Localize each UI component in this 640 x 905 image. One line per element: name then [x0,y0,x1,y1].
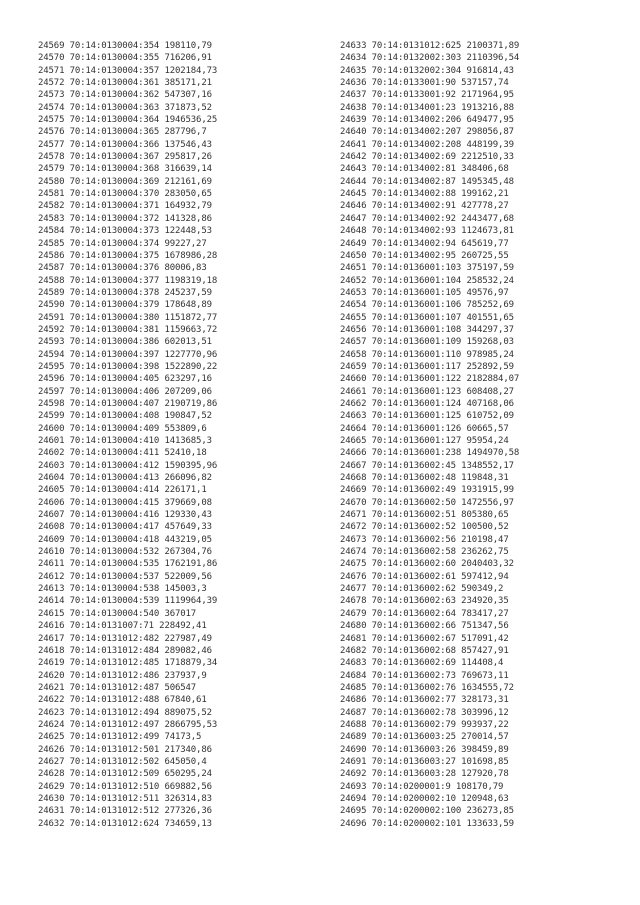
table-row: 24642 70:14:0134002:69 2212510,33 [340,152,514,163]
table-row: 24692 70:14:0136003:28 127920,78 [340,769,509,780]
table-row: 24647 70:14:0134002:92 2443477,68 [340,213,514,224]
table-row: 24688 70:14:0136002:79 993937,22 [340,719,509,730]
table-row: 24649 70:14:0134002:94 645619,77 [340,238,509,249]
table-row: 24579 70:14:0130004:368 316639,14 [38,164,212,175]
table-row: 24613 70:14:0130004:538 145003,3 [38,584,207,595]
table-row: 24598 70:14:0130004:407 2190719,86 [38,398,218,409]
table-row: 24653 70:14:0136001:105 49576,97 [340,287,509,298]
table-row: 24610 70:14:0130004:532 267304,76 [38,547,212,558]
table-row: 24665 70:14:0136001:127 95954,24 [340,436,509,446]
table-row: 24623 70:14:0131012:494 889075,52 [38,707,212,718]
table-row: 24605 70:14:0130004:414 226171,1 [38,485,207,496]
table-row: 24664 70:14:0136001:126 60665,57 [340,423,509,434]
table-row: 24655 70:14:0136001:107 401551,65 [340,312,514,323]
table-row: 24689 70:14:0136003:25 270014,57 [340,732,509,743]
table-row: 24588 70:14:0130004:377 1198319,18 [38,275,218,286]
table-row: 24589 70:14:0130004:378 245237,59 [38,287,212,298]
table-row: 24645 70:14:0134002:88 199162,21 [340,189,509,200]
table-row: 24662 70:14:0136001:124 407168,06 [340,398,514,409]
table-row: 24639 70:14:0134002:206 649477,95 [340,115,514,126]
table-row: 24603 70:14:0130004:412 1590395,96 [38,460,218,471]
table-row: 24617 70:14:0131012:482 227987,49 [38,633,212,644]
table-row: 24571 70:14:0130004:357 1202184,73 [38,65,218,76]
table-row: 24595 70:14:0130004:398 1522890,22 [38,361,218,372]
table-row: 24657 70:14:0136001:109 159268,03 [340,337,514,348]
table-row: 24612 70:14:0130004:537 522009,56 [38,571,212,582]
table-row: 24611 70:14:0130004:535 1762191,86 [38,559,218,570]
table-row: 24609 70:14:0130004:418 443219,05 [38,534,212,545]
table-row: 24673 70:14:0136002:56 210198,47 [340,534,509,545]
table-row: 24591 70:14:0130004:380 1151872,77 [38,312,218,323]
table-row: 24575 70:14:0130004:364 1946536,25 [38,115,218,126]
table-row: 24633 70:14:0131012:625 2100371,89 [340,41,520,51]
table-row: 24586 70:14:0130004:375 1678986,28 [38,250,218,261]
table-row: 24593 70:14:0130004:386 602013,51 [38,337,212,348]
table-row: 24663 70:14:0136001:125 610752,09 [340,411,514,422]
table-row: 24636 70:14:0133001:90 537157,74 [340,78,509,89]
table-row: 24627 70:14:0131012:502 645050,4 [38,756,207,767]
table-row: 24684 70:14:0136002:73 769673,11 [340,670,509,681]
table-row: 24682 70:14:0136002:68 857427,91 [340,645,509,656]
table-row: 24674 70:14:0136002:58 236262,75 [340,547,509,558]
table-row: 24676 70:14:0136002:61 597412,94 [340,571,509,582]
table-row: 24624 70:14:0131012:497 2866795,53 [38,719,218,730]
table-row: 24675 70:14:0136002:60 2040403,32 [340,559,514,570]
table-row: 24644 70:14:0134002:87 1495345,48 [340,176,514,187]
table-row: 24625 70:14:0131012:499 74173,5 [38,732,202,743]
table-row: 24581 70:14:0130004:370 283050,65 [38,189,212,200]
table-row: 24671 70:14:0136002:51 805380,65 [340,510,509,521]
table-row: 24646 70:14:0134002:91 427778,27 [340,201,509,212]
table-row: 24681 70:14:0136002:67 517091,42 [340,633,509,644]
table-row: 24634 70:14:0132002:303 2110396,54 [340,53,520,64]
table-row: 24679 70:14:0136002:64 783417,27 [340,608,509,619]
table-row: 24599 70:14:0130004:408 190847,52 [38,411,212,422]
table-row: 24687 70:14:0136002:78 303996,12 [340,707,509,718]
table-row: 24600 70:14:0130004:409 553809,6 [38,423,207,434]
table-row: 24628 70:14:0131012:509 650295,24 [38,769,212,780]
table-row: 24654 70:14:0136001:106 785252,69 [340,300,514,311]
table-row: 24659 70:14:0136001:117 252892,59 [340,361,514,372]
table-row: 24618 70:14:0131012:484 289082,46 [38,645,212,656]
table-row: 24656 70:14:0136001:108 344297,37 [340,324,514,335]
table-row: 24637 70:14:0133001:92 2171964,95 [340,90,514,101]
table-row: 24587 70:14:0130004:376 80006,83 [38,263,207,274]
table-row: 24582 70:14:0130004:371 164932,79 [38,201,212,212]
table-row: 24690 70:14:0136003:26 398459,89 [340,744,509,755]
table-row: 24686 70:14:0136002:77 328173,31 [340,695,509,706]
table-row: 24648 70:14:0134002:93 1124673,81 [340,226,514,237]
table-row: 24658 70:14:0136001:110 978985,24 [340,349,514,360]
table-row: 24650 70:14:0134002:95 260725,55 [340,250,509,261]
table-row: 24626 70:14:0131012:501 217340,86 [38,744,212,755]
table-row: 24570 70:14:0130004:355 716206,91 [38,53,212,64]
table-row: 24577 70:14:0130004:366 137546,43 [38,139,212,150]
table-row: 24678 70:14:0136002:63 234920,35 [340,596,509,607]
table-row: 24602 70:14:0130004:411 52410,18 [38,448,207,459]
table-row: 24584 70:14:0130004:373 122448,53 [38,226,212,237]
table-row: 24693 70:14:0200001:9 108170,79 [340,781,504,792]
table-row: 24691 70:14:0136003:27 101698,85 [340,756,509,767]
table-row: 24596 70:14:0130004:405 623297,16 [38,374,212,385]
table-row: 24608 70:14:0130004:417 457649,33 [38,522,212,533]
table-row: 24631 70:14:0131012:512 277326,36 [38,806,212,817]
table-row: 24683 70:14:0136002:69 114408,4 [340,658,504,669]
table-row: 24580 70:14:0130004:369 212161,69 [38,176,212,187]
table-row: 24572 70:14:0130004:361 385171,21 [38,78,212,89]
table-row: 24620 70:14:0131012:486 237937,9 [38,670,207,681]
table-row: 24652 70:14:0136001:104 258532,24 [340,275,514,286]
table-row: 24607 70:14:0130004:416 129330,43 [38,510,212,521]
table-row: 24597 70:14:0130004:406 207209,06 [38,386,212,397]
table-row: 24640 70:14:0134002:207 298056,87 [340,127,514,138]
table-row: 24574 70:14:0130004:363 371873,52 [38,102,212,113]
table-row: 24630 70:14:0131012:511 326314,83 [38,793,212,804]
table-row: 24680 70:14:0136002:66 751347,56 [340,621,509,632]
table-row: 24660 70:14:0136001:122 2182884,07 [340,374,520,385]
table-row: 24669 70:14:0136002:49 1931915,99 [340,485,514,496]
table-row: 24668 70:14:0136002:48 119848,31 [340,473,509,484]
table-row: 24621 70:14:0131012:487 506547 [38,682,197,693]
table-row: 24661 70:14:0136001:123 608408,27 [340,386,514,397]
right-column [340,40,519,830]
table-row: 24592 70:14:0130004:381 1159663,72 [38,324,218,335]
table-row: 24667 70:14:0136002:45 1348552,17 [340,460,514,471]
table-row: 24601 70:14:0130004:410 1413685,3 [38,436,212,446]
table-row: 24619 70:14:0131012:485 1718879,34 [38,658,218,669]
table-row: 24594 70:14:0130004:397 1227770,96 [38,349,218,360]
table-row: 24585 70:14:0130004:374 99227,27 [38,238,207,249]
table-row: 24629 70:14:0131012:510 669882,56 [38,781,212,792]
table-row: 24685 70:14:0136002:76 1634555,72 [340,682,514,693]
table-row: 24616 70:14:0131007:71 228492,41 [38,621,207,632]
table-row: 24638 70:14:0134001:23 1913216,88 [340,102,514,113]
table-row: 24576 70:14:0130004:365 287796,7 [38,127,207,138]
table-row: 24614 70:14:0130004:539 1119964,39 [38,596,218,607]
table-row: 24651 70:14:0136001:103 375197,59 [340,263,514,274]
table-row: 24694 70:14:0200002:10 120948,63 [340,793,509,804]
table-row: 24632 70:14:0131012:624 734659,13 [38,818,212,829]
table-row: 24666 70:14:0136001:238 1494970,58 [340,448,520,459]
table-row: 24569 70:14:0130004:354 198110,79 [38,41,212,51]
table-row: 24604 70:14:0130004:413 266096,82 [38,473,212,484]
table-row: 24606 70:14:0130004:415 379669,08 [38,497,212,508]
left-column [38,40,217,830]
table-row: 24641 70:14:0134002:208 448199,39 [340,139,514,150]
table-row: 24677 70:14:0136002:62 590349,2 [340,584,504,595]
table-row: 24583 70:14:0130004:372 141328,86 [38,213,212,224]
table-row: 24670 70:14:0136002:50 1472556,97 [340,497,514,508]
table-row: 24696 70:14:0200002:101 133633,59 [340,818,514,829]
table-row: 24573 70:14:0130004:362 547307,16 [38,90,212,101]
table-row: 24590 70:14:0130004:379 178648,89 [38,300,212,311]
table-row: 24615 70:14:0130004:540 367017 [38,608,197,619]
table-row: 24635 70:14:0132002:304 916814,43 [340,65,514,76]
table-row: 24643 70:14:0134002:81 348406,68 [340,164,509,175]
table-row: 24622 70:14:0131012:488 67840,61 [38,695,207,706]
table-row: 24672 70:14:0136002:52 100500,52 [340,522,509,533]
table-row: 24578 70:14:0130004:367 295817,26 [38,152,212,163]
table-row: 24695 70:14:0200002:100 236273,85 [340,806,514,817]
